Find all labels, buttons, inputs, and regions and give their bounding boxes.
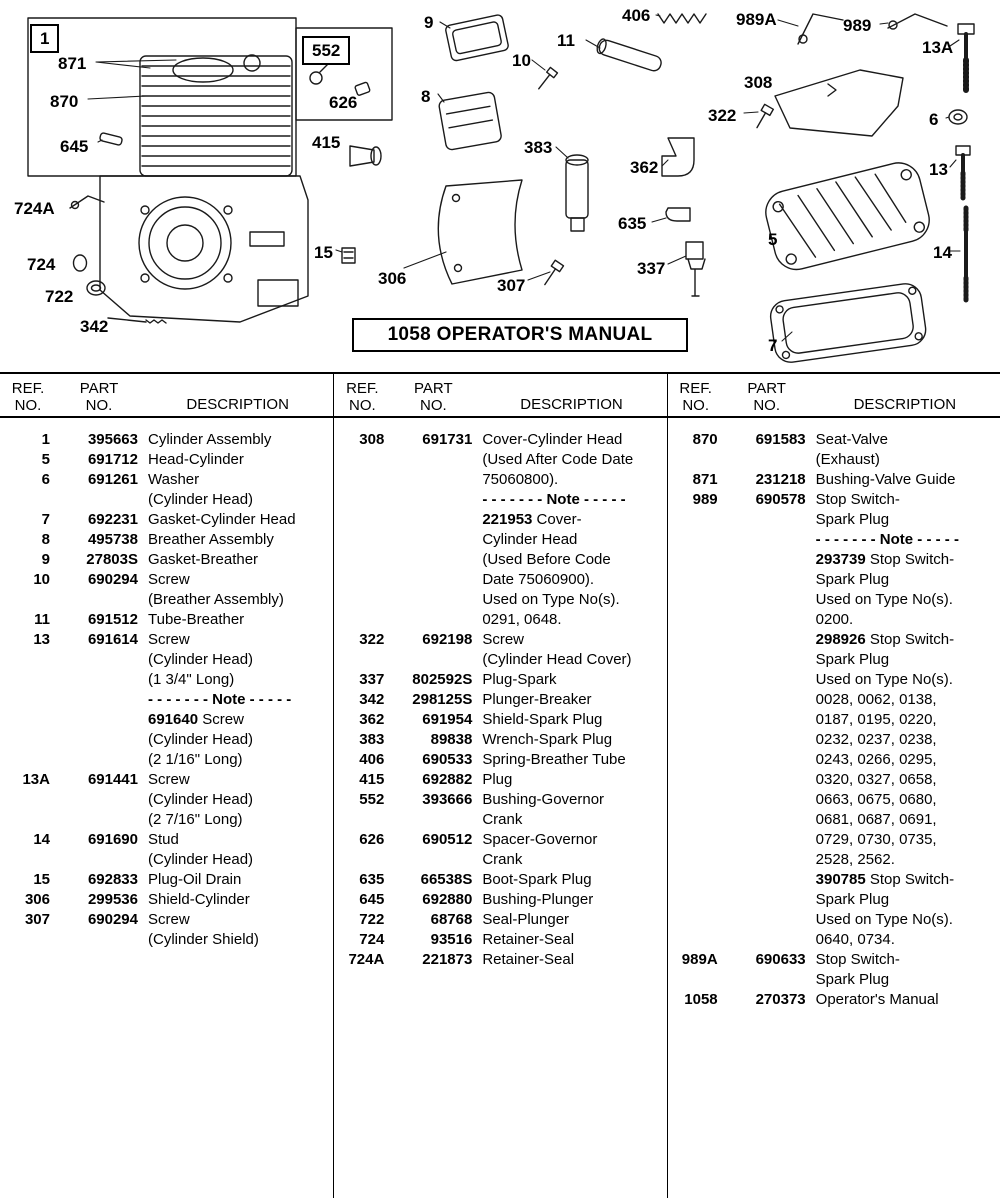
table-line: 0291, 0648. (482, 611, 562, 628)
table-line: 221953 Cover- (482, 511, 582, 528)
table-line: (Cylinder Head) (148, 851, 254, 868)
table-line: 6 691261 Washer (41, 471, 200, 488)
diagram-label-307: 307 (497, 276, 526, 295)
table-line: Crank (482, 811, 523, 828)
table-line: - - - - - - - Note - - - - - (482, 491, 626, 508)
diagram-label-552: 552 (302, 36, 350, 65)
table-line: 362 691954 Shield-Spark Plug (359, 711, 603, 728)
parts-column (334, 418, 666, 971)
table-line: 0200. (815, 611, 854, 628)
diagram-label-626: 626 (329, 93, 358, 112)
part-13-screw (956, 146, 970, 198)
part-337-spark-plug (686, 242, 705, 296)
diagram-label-322: 322 (708, 106, 737, 125)
table-header (0, 374, 333, 418)
table-line: (1 3/4" Long) (148, 671, 235, 688)
diagram-label-15: 15 (314, 243, 333, 262)
table-line: (Used Before Code (482, 551, 611, 568)
table-line: 14 691690 Stud (33, 831, 179, 848)
table-line: Date 75060900). (482, 571, 595, 588)
part-989-stop-switch (888, 14, 947, 29)
table-line: 626 690512 Spacer-Governor (359, 831, 598, 848)
table-line: 293739 Stop Switch- (815, 551, 955, 568)
diagram-label-635: 635 (618, 214, 647, 233)
part-5-cylinder-head (761, 158, 934, 274)
table-line: 645 692880 Bushing-Plunger (359, 891, 594, 908)
diagram-label-406: 406 (622, 6, 651, 25)
diagram-label-337: 337 (637, 259, 666, 278)
table-line: (Cylinder Head) (148, 651, 254, 668)
diagram-label-1: 1 (30, 24, 59, 53)
part-552-bushing (310, 64, 328, 84)
diagram-label-383: 383 (524, 138, 553, 157)
table-line: 2528, 2562. (815, 851, 895, 868)
table-line: 306 299536 Shield-Cylinder (24, 891, 250, 908)
part-989A-stop-switch (798, 14, 843, 44)
part-362-shield (662, 138, 694, 176)
diagram-label-342: 342 (80, 317, 109, 336)
table-line: 13A 691441 Screw (22, 771, 190, 788)
diagram-label-10: 10 (512, 51, 531, 70)
diagram-label-645: 645 (60, 137, 89, 156)
table-line: 0232, 0237, 0238, (815, 731, 937, 748)
table-line: Spark Plug (815, 571, 890, 588)
part-722-seal (87, 281, 105, 295)
table-header (668, 374, 1000, 418)
diagram-label-7: 7 (768, 336, 778, 355)
part-383-wrench (566, 155, 588, 231)
table-line: 415 692882 Plug (359, 771, 513, 788)
table-line: 383 89838 Wrench-Spark Plug (359, 731, 613, 748)
table-line: 0640, 0734. (815, 931, 895, 948)
table-line: 5 691712 Head-Cylinder (41, 451, 244, 468)
table-line: 308 691731 Cover-Cylinder Head (359, 431, 623, 448)
table-line: 0663, 0675, 0680, (815, 791, 937, 808)
table-line: 322 692198 Screw (359, 631, 525, 648)
diagram-label-870: 870 (50, 92, 79, 111)
table-line: (2 1/16" Long) (148, 751, 243, 768)
table-line: 552 393666 Bushing-Governor (359, 791, 605, 808)
table-line: Used on Type No(s). (482, 591, 620, 608)
diagram-label-306: 306 (378, 269, 407, 288)
part-11-tube (596, 38, 663, 73)
table-line: (Cylinder Head) (148, 731, 254, 748)
table-line: 870 691583 Seat-Valve (692, 431, 888, 448)
part-9-gasket (445, 14, 509, 61)
diagram-label-6: 6 (929, 110, 939, 129)
table-line: Spark Plug (815, 971, 890, 988)
table-line: (2 7/16" Long) (148, 811, 243, 828)
header-part: PART NO. (747, 379, 786, 414)
table-line: 7 692231 Gasket-Cylinder Head (41, 511, 296, 528)
diagram-label-13: 13 (929, 160, 948, 179)
table-line: 1 395663 Cylinder Assembly (41, 431, 272, 448)
table-line: 724A 221873 Retainer-Seal (348, 951, 575, 968)
part-635-boot (666, 208, 690, 221)
part-406-spring (658, 14, 706, 23)
diagram-label-9: 9 (424, 13, 434, 32)
table-line: 989A 690633 Stop Switch- (681, 951, 900, 968)
diagram-label-989: 989 (843, 16, 872, 35)
part-15-plug (342, 248, 355, 263)
diagram-label-8: 8 (421, 87, 431, 106)
table-line: 406 690533 Spring-Breather Tube (359, 751, 626, 768)
table-line: - - - - - - - Note - - - - - (815, 531, 959, 548)
operators-manual-label: 1058 OPERATOR'S MANUAL (387, 324, 653, 345)
part-724-ring (74, 255, 87, 271)
table-line: 0187, 0195, 0220, (815, 711, 937, 728)
table-line: Spark Plug (815, 891, 890, 908)
table-line: Spark Plug (815, 511, 890, 528)
table-line: 9 27803S Gasket-Breather (41, 551, 259, 568)
parts-diagram-art (0, 0, 1000, 372)
table-line: 0681, 0687, 0691, (815, 811, 937, 828)
table-line: Used on Type No(s). (815, 591, 953, 608)
table-line: (Used After Code Date (482, 451, 634, 468)
part-10-screw (536, 67, 558, 91)
table-line: 871 231218 Bushing-Valve Guide (692, 471, 956, 488)
engine-block-illustration (100, 55, 308, 322)
table-line: Spark Plug (815, 651, 890, 668)
table-line: (Cylinder Head) (148, 491, 254, 508)
diagram-label-308: 308 (744, 73, 773, 92)
table-line: 1058 270373 Operator's Manual (684, 991, 939, 1008)
table-line: 691640 Screw (148, 711, 244, 728)
table-line: 15 692833 Plug-Oil Drain (33, 871, 242, 888)
part-8-breather (438, 92, 502, 151)
table-line: 307 690294 Screw (24, 911, 190, 928)
table-line: 8 495738 Breather Assembly (41, 531, 274, 548)
diagram-label-989A: 989A (736, 10, 777, 29)
part-322-screw (753, 104, 774, 130)
table-header (334, 374, 666, 418)
table-line: 0028, 0062, 0138, (815, 691, 937, 708)
part-13A-screw (958, 24, 974, 92)
diagram-label-415: 415 (312, 133, 341, 152)
exploded-parts-diagram (0, 0, 1000, 372)
part-342-plunger (108, 318, 166, 323)
diagram-label-11: 11 (557, 31, 575, 50)
table-line: Used on Type No(s). (815, 911, 953, 928)
table-line: 989 690578 Stop Switch- (692, 491, 900, 508)
part-415-plug (350, 146, 381, 166)
part-306-shield (438, 180, 522, 284)
table-line: 10 690294 Screw (33, 571, 190, 588)
table-line: (Breather Assembly) (148, 591, 284, 608)
table-line: 0243, 0266, 0295, (815, 751, 937, 768)
diagram-label-724: 724 (27, 255, 56, 274)
table-line: 337 802592S Plug-Spark (359, 671, 557, 688)
parts-column (0, 418, 333, 951)
diagram-label-871: 871 (58, 54, 87, 73)
table-line: 0320, 0327, 0658, (815, 771, 937, 788)
parts-column (668, 418, 1000, 1011)
header-description: DESCRIPTION (520, 396, 623, 413)
table-line: Crank (482, 851, 523, 868)
table-line: 635 66538S Boot-Spark Plug (359, 871, 592, 888)
part-645-pin (99, 132, 122, 145)
table-line: 298926 Stop Switch- (815, 631, 955, 648)
parts-table-column-2 (333, 374, 666, 1198)
table-line: 13 691614 Screw (33, 631, 190, 648)
part-724A-bracket (70, 196, 104, 209)
header-description: DESCRIPTION (186, 396, 289, 413)
header-ref: REF. NO. (679, 379, 712, 414)
header-part: PART NO. (414, 379, 453, 414)
diagram-label-13A: 13A (922, 38, 954, 57)
table-line: - - - - - - - Note - - - - - (148, 691, 292, 708)
table-line: 390785 Stop Switch- (815, 871, 955, 888)
diagram-label-724A: 724A (14, 199, 55, 218)
diagram-label-5: 5 (768, 230, 778, 249)
parts-table-column-1 (0, 374, 333, 1198)
table-line: (Cylinder Head) (148, 791, 254, 808)
header-part: PART NO. (79, 379, 119, 414)
header-ref: REF. NO. (11, 379, 45, 414)
header-description: DESCRIPTION (853, 396, 957, 413)
diagram-label-362: 362 (630, 158, 659, 177)
table-line: (Exhaust) (815, 451, 880, 468)
diagram-label-722: 722 (45, 287, 74, 306)
diagram-label-14: 14 (933, 243, 952, 262)
table-line: 342 298125S Plunger-Breaker (359, 691, 592, 708)
parts-table (0, 372, 1000, 1198)
table-line: 0729, 0730, 0735, (815, 831, 937, 848)
table-line: (Cylinder Shield) (148, 931, 259, 948)
operators-manual-box (352, 318, 688, 352)
table-line: 75060800). (482, 471, 559, 488)
table-line: Cylinder Head (482, 531, 578, 548)
header-ref: REF. NO. (346, 379, 379, 414)
table-line: Used on Type No(s). (815, 671, 953, 688)
table-line: 11 691512 Tube-Breather (34, 611, 245, 628)
part-308-cover (775, 70, 903, 136)
part-7-gasket (769, 282, 928, 365)
part-6-washer (949, 110, 967, 124)
table-line: 724 93516 Retainer-Seal (359, 931, 575, 948)
table-line: 722 68768 Seal-Plunger (359, 911, 570, 928)
table-line: (Cylinder Head Cover) (482, 651, 632, 668)
parts-table-column-3 (667, 374, 1000, 1198)
